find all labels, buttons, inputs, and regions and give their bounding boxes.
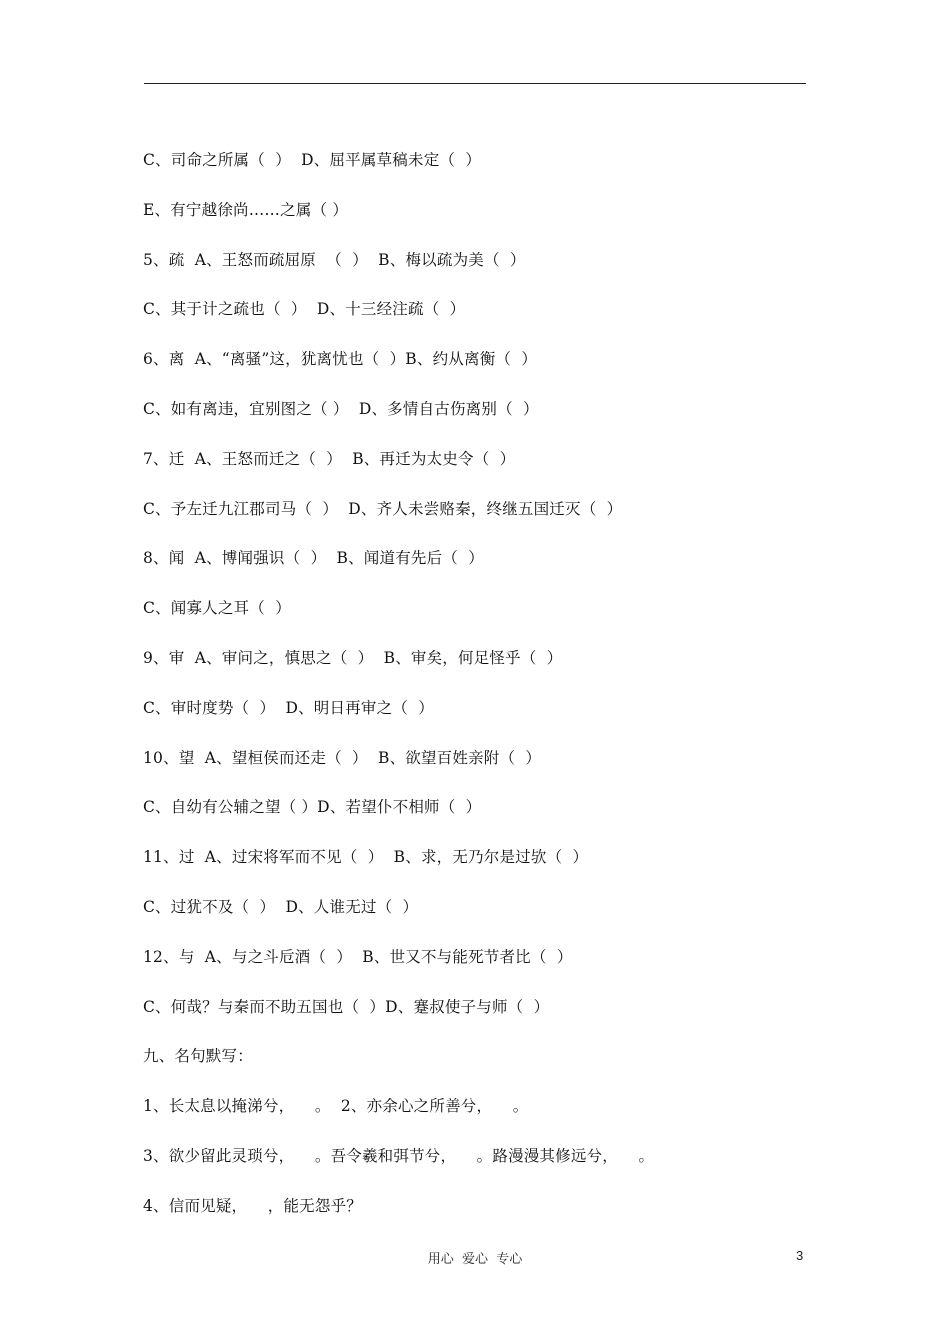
document-body [143,148,833,1244]
text-line: 5、疏 A、王怒而疏屈原 （ ） B、梅以疏为美（ ） [143,250,526,269]
page-number: 3 [796,1248,804,1263]
text-line: E、有宁越徐尚……之属（ ） [143,200,349,219]
text-line: 4、信而见疑， ，能无怨乎？ [143,1196,362,1215]
text-line: 12、与 A、与之斗卮酒（ ） B、世又不与能死节者比（ ） [143,947,573,966]
text-line: 7、迁 A、王怒而迁之（ ） B、再迁为太史令（ ） [143,449,516,468]
text-line: C、过犹不及（ ） D、人谁无过（ ） [143,897,419,916]
text-line: 9、审 A、审问之，慎思之（ ） B、审矣，何足怪乎（ ） [143,648,563,667]
text-line: C、审时度势（ ） D、明日再审之（ ） [143,698,434,717]
text-line: C、司命之所属（ ） D、屈平属草稿未定（ ） [143,151,482,169]
text-line: C、其于计之疏也（ ） D、十三经注疏（ ） [143,300,466,319]
text-line: C、予左迁九江郡司马（ ） D、齐人未尝赂秦，终继五国迁灭（ ） [143,499,623,518]
footer-text: 用心 爱心 专心 [427,1252,523,1267]
text-line: 3、欲少留此灵琐兮， 。吾令羲和弭节兮， 。路漫漫其修远兮， 。 [143,1146,655,1165]
text-line: 10、望 A、望桓侯而还走（ ） B、欲望百姓亲附（ ） [143,748,542,767]
text-line: 11、过 A、过宋将军而不见（ ） B、求，无乃尔是过欤（ ） [143,848,589,867]
header-rule [144,83,806,84]
text-line: 6、离 A、“离骚”这，犹离忧也（ ）B、约从离衡（ ） [143,350,538,369]
text-line: C、自幼有公辅之望（ ）D、若望仆不相师（ ） [143,798,482,817]
text-line: 1、长太息以掩涕兮， 。 2、亦余心之所善兮， 。 [143,1097,529,1116]
text-line: C、如有离违，宜别图之（ ） D、多情自古伤离别（ ） [143,399,539,418]
text-line: 8、闻 A、博闻强识（ ） B、闻道有先后（ ） [143,549,484,568]
section-heading: 九、名句默写： [143,1047,253,1066]
text-line: C、何哉？与秦而不助五国也（ ）D、蹇叔使子与师（ ） [143,997,550,1016]
text-line: C、闻寡人之耳（ ） [143,599,291,618]
